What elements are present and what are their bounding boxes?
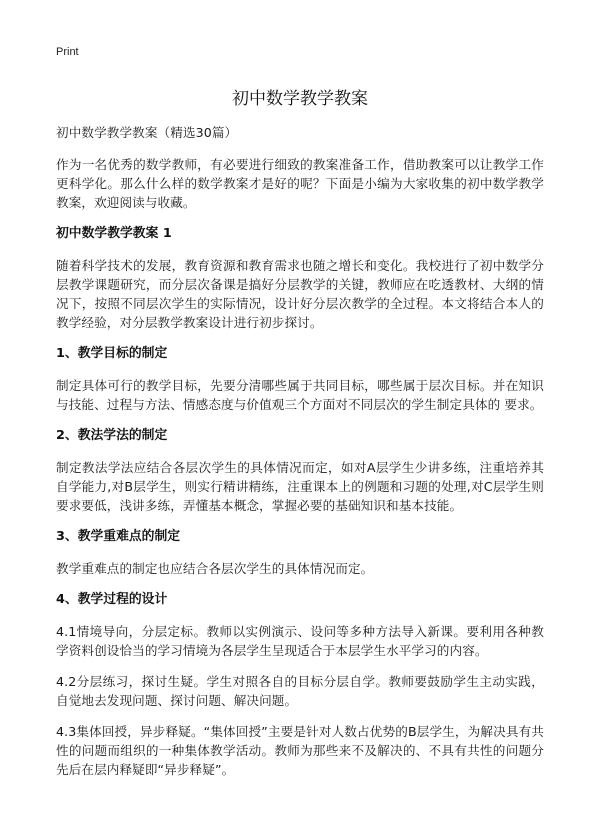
paragraph-process-4-1: 4.1情境导向，分层定标。教师以实例演示、设问等多种方法导入新课。要利用各种教学资料创设恰当的学习情境为各层学生呈现适合于本层学生水平学习的内容。 bbox=[56, 624, 544, 658]
page-title: 初中数学教学教案 bbox=[232, 89, 368, 109]
heading-key-points: 3、教学重难点的制定 bbox=[56, 529, 181, 544]
paragraph-teaching-goals: 制定具体可行的教学目标，先要分清哪些属于共同目标，哪些属于层次目标。并在知识与技能、过程与方法、情感态度与价值观三个方面对不同层次的学生制定具体的 要求。 bbox=[56, 378, 544, 412]
paragraph-key-points: 教学重难点的制定也应结合各层次学生的具体情况而定。 bbox=[56, 561, 374, 576]
heading-teaching-goals: 1、教学目标的制定 bbox=[56, 346, 168, 361]
paragraph-process-4-3: 4.3集体回授，异步释疑。“集体回授”主要是针对人数占优势的B层学生，为解决具有共性的问题而组织的一种集体教学活动。教师为那些来不及解决的、不具有共性的问题分先后在层内释疑即“异步释疑”。 bbox=[56, 724, 544, 777]
paragraph-process-4-2: 4.2分层练习，探讨生疑。学生对照各自的目标分层自学。教师要鼓励学生主动实践，自觉地去发现问题、探讨问题、解决问题。 bbox=[56, 674, 544, 708]
heading-teaching-methods: 2、教法学法的制定 bbox=[56, 428, 168, 443]
article-subtitle: 初中数学教学教案（精选30篇） bbox=[56, 125, 238, 140]
intro-paragraph: 作为一名优秀的数学教师，有必要进行细致的教案准备工作，借助教案可以让教学工作更科学化。那么什么样的数学教案才是好的呢？下面是小编为大家收集的初中数学教学教案，欢迎阅读与收藏。 bbox=[56, 157, 544, 210]
article-body bbox=[56, 123, 544, 791]
background-paragraph: 随着科学技术的发展，教育资源和教育需求也随之增长和变化。我校进行了初中数学分层教学课题研究，而分层次备课是搞好分层教学的关键，教师应在吃透教材、大纲的情况下，按照不同层次学生的实际情况，设计好分层次教学的全过程。本文将结合本人的教学经验，对分层教学教案设计进行初步探讨。 bbox=[56, 258, 544, 330]
section-heading: 初中数学教学教案 1 bbox=[56, 226, 172, 241]
paragraph-teaching-methods: 制定教法学法应结合各层次学生的具体情况而定，如对A层学生少讲多练，注重培养其自学能力,对B层学生，则实行精讲精练，注重课本上的例题和习题的处理,对C层学生则要求要低，浅讲多练，弄懂基本概念，掌握必要的基础知识和基本技能。 bbox=[56, 460, 544, 513]
print-link[interactable]: Print bbox=[56, 46, 79, 58]
heading-teaching-process: 4、教学过程的设计 bbox=[56, 592, 168, 607]
